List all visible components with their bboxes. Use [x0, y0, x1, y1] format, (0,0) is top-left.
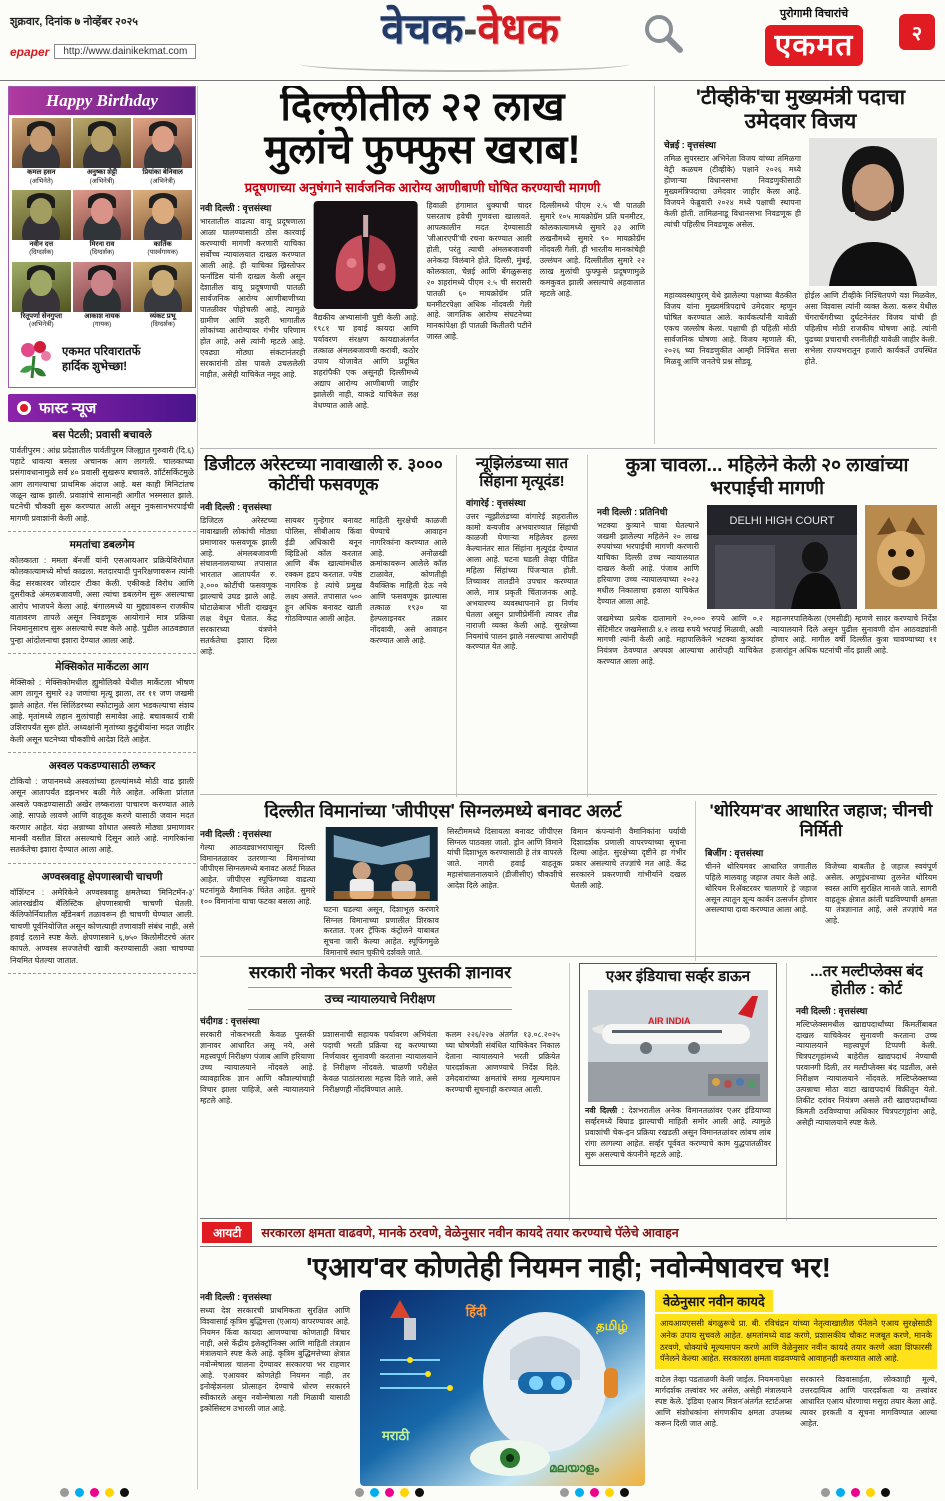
band-b — [200, 448, 937, 797]
tvk-bottom-cols — [664, 291, 937, 367]
wish-line2: हार्दिक शुभेच्छा! — [62, 360, 128, 373]
celebrity-role: (अभिनेत्री) — [150, 177, 176, 185]
celebrity-role: (दिग्दर्शक) — [29, 249, 54, 257]
section-title-right: वेधक — [477, 5, 559, 52]
celebrity-name: अनुष्का शेट्टी — [86, 169, 118, 176]
gps-byline: नवी दिल्ली : वृत्तसंस्था — [200, 828, 272, 839]
vijay-photo — [809, 138, 937, 286]
band-ai — [200, 1218, 937, 1486]
fast-news-item — [8, 654, 196, 753]
dog-bottom-cols — [597, 614, 937, 669]
ai-illustration — [360, 1290, 645, 1486]
article-lions — [456, 455, 587, 797]
article-govt-jobs — [200, 963, 569, 1221]
tvk-headline: 'टीव्हीके'चा मुख्यमंत्री पदाचा उमेदवार विजय — [695, 86, 906, 134]
masthead-block — [739, 6, 889, 64]
air-india-plane-photo — [585, 990, 771, 1102]
article-dog-bite — [587, 455, 937, 797]
cockpit-photo — [324, 827, 440, 901]
thorium-col1: चीनने थोरियमवर आधारित जगातील पहिले मालवाहू जहाज तयार केले आहे. थोरियम रिअ‍ॅक्टरवर चालणारे हे जहाज असून त्यातून शून्य कार्बन उत्सर्जन होणार असल्याचा दावा करण्यात आला आहे. — [705, 861, 817, 915]
wish-line1: एकमत परिवारातर्फे — [62, 346, 141, 359]
registration-marks — [60, 1488, 129, 1497]
lead-col1-text: भारतातील वाढत्या वायू प्रदूषणाला आळा घालण्यासाठी ठोस कारवाई करण्याची मागणी करणारी याचिका सर्वोच्च न्यायालयात दाखल करण्यात आली आहे. ही याचिका ख्रिस्तोफर फर्नांडिस यांनी दाखल केली असून देशातील वायू प्रदूषणाची पातळी सार्वजनिक आरोग्य आणीबाणीच्या पातळीवर पोहोचली आहे, त्यामुळे ग्रामीण आणि शहरी भागातील लोकांच्या आरोग्यावर गंभीर परिणाम होत आहे, असे त्यांनी म्हटले आहे. एवढ्या मोठ्या संकटानंतरही सरकारांनी ठोस पावले उचललेली नाहीत, असेही याचिकेत नमूद आहे. — [200, 217, 306, 380]
gps-col4: विमान कंपन्यांनी वैमानिकांना पर्यायी दिशादर्शक प्रणाली वापरण्याच्या सूचना दिल्या आहेत. सुरक्षेच्या दृष्टीने हा गंभीर प्रकार असल्याचे तज्ज्ञांचे मत आहे. केंद्र सरकारने प्रकरणाची गांभीर्याने दखल घेतली आहे. — [570, 826, 686, 891]
celebrity-role: (दिग्दर्शक) — [89, 249, 115, 257]
dog-top — [597, 505, 937, 609]
lead-col2-text: वैद्यकीय अभ्यासांनी पुष्टी केली आहे. १९८१ चा हवाई कायदा आणि पर्यावरण संरक्षण कायद्याअंतर्गत तत्काळ अंमलबजावणी करावी, कठोर उपाय योजावेत आणि प्रदूषित शहरांपैकी एक असूनही दिल्लीमध्ये अद्याप आरोग्य आणीबाणी जाहीर झालेली नाही, याकडे याचिकेत लक्ष वेधण्यात आले आहे. — [313, 313, 419, 410]
birthday-photo-grid — [9, 115, 195, 335]
celebrity-photo — [133, 262, 192, 312]
sidebar — [8, 86, 196, 1485]
thorium-byline: बिजींग : वृत्तसंस्था — [705, 847, 764, 858]
birthday-cell — [133, 118, 192, 188]
lions-byline: वांगारेई : वृत्तसंस्था — [466, 497, 526, 508]
lead-columns — [200, 201, 645, 411]
multiplex-byline: नवी दिल्ली : वृत्तसंस्था — [796, 1005, 868, 1016]
digital-col3: माहिती सुरक्षेची काळजी घेण्याचे आवाहन नागरिकांना करण्यात आले आहे. अनोळखी क्रमांकावरून आलेले कॉल टाळावेत, कोणतीही वैयक्तिक माहिती देऊ नये आणि फसवणूक झाल्यास तत्काळ १९३० या हेल्पलाइनवर तक्रार नोंदवावी, असे आवाहन करण्यात आले आहे. — [370, 515, 447, 645]
ai-kicker-text: सरकारला क्षमता वाढवणे, मानके ठरवणे, वेळेनुसार नवीन कायदे तयार करण्याचे पॅलेचे आवाहन — [261, 1226, 679, 1240]
dog-byline: नवी दिल्ली : प्रतिनिधी — [597, 506, 668, 517]
celebrity-photo — [12, 118, 71, 168]
section-title-sep: - — [463, 5, 478, 52]
gps-col2: घटना घडल्या असून, दिशाभूल करणारे सिग्नल विमानाच्या प्रणालीत शिरकाव करतात. एअर ट्रॅफिक कंट्रोलने याबाबत सूचना जारी केल्या आहेत. स्पूफिंगमुळे विमानाचे स्थान चुकीचे दर्शवले जाते. — [323, 904, 439, 958]
page-number: २ — [899, 14, 935, 50]
airindia-headline: एअर इंडियाचा सर्व्हर डाऊन — [605, 968, 751, 985]
article-tvk — [654, 86, 937, 444]
birthday-title: Happy Birthday — [9, 87, 195, 115]
fast-news-body: पार्वतीपुरम : आंध्र प्रदेशातील पार्वतीपुरम जिल्ह्यात गुरुवारी (दि.६) पहाटे धावत्या बसला अचानक आग लागली. चालकाच्या प्रसंगावधानामुळे सर्व ४० प्रवासी सुखरूप बचावले. शॉर्टसर्किटमुळे आग लागल्याचा प्राथमिक अंदाज आहे. बस काही मिनिटांतच जळून खाक झाली. प्रवाशांचे सामानही आगीत भस्मसात झाले. घटनेची चौकशी सुरू करण्यात आली असून नुकसानभरपाईची मागणी प्रवाशांनी केली आहे. — [10, 445, 194, 523]
epaper-label: epaper — [10, 44, 50, 59]
ai-kicker-label: आयटी — [202, 1222, 252, 1243]
lead-headline-line2: मुलांचे फुफ्फुस खराब! — [264, 128, 581, 173]
digital-col2: सायबर गुन्हेगार बनावट पोलिस, सीबीआय किंवा ईडी अधिकारी बनून व्हिडिओ कॉल करतात आणि बँक खात्यांमधील रक्कम हडप करतात. ज्येष्ठ नागरिक हे त्यांचे प्रमुख लक्ष्य असते. तपासात ५०० हून अधिक बनावट खाती गोठविण्यात आली आहेत. — [285, 515, 362, 623]
gps-col1-wrap — [200, 827, 316, 960]
band-lead — [200, 86, 937, 444]
title-underline — [300, 56, 630, 72]
celebrity-photo — [133, 118, 192, 168]
celebrity-role: (दिग्दर्शक) — [150, 321, 175, 329]
thorium-col2: विजेच्या बाबतीत हे जहाज स्वयंपूर्ण असेल. अणुइंधनाच्या तुलनेत थोरियम स्वस्त आणि सुरक्षित मानले जाते. सागरी वाहतूक क्षेत्रात क्रांती घडविण्याची क्षमता या तंत्रज्ञानात आहे, असे तज्ज्ञांचे मत आहे. — [825, 861, 937, 926]
digital-headline: डिजीटल अरेस्टच्या नावाखाली रु. ३००० कोटींची फसवणूक — [204, 455, 443, 495]
fast-news-body: कोलकाता : ममता बॅनर्जी यांनी एसआयआर प्रक्रियेविरोधात कोलकात्यामध्ये मोर्चा काढला. मतदारयादी पुनरिक्षणावरून त्यांनी केंद्र सरकारवर जोरदार टीका केली. एकीकडे विरोध आणि दुसरीकडे अंमलबजावणी, असा त्यांचा डबलगेम सुरू असल्याचा आरोप भाजपने केला आहे. बंगालमध्ये या मुद्द्यावरून राजकीय वातावरण तापले असून निवडणूक आयोगाने मात्र प्रक्रिया नियमानुसारच सुरू असल्याचे स्पष्ट केले आहे. पुढील आठवड्यात पुन्हा आंदोलनाचा इशारा देण्यात आला आहे. — [10, 556, 194, 645]
registration-marks — [355, 1488, 424, 1497]
sidebar-divider — [197, 86, 198, 1489]
page-header — [0, 0, 945, 81]
birthday-cell — [12, 262, 71, 332]
celebrity-role: (अभिनेत्री) — [28, 321, 54, 329]
celebrity-name: कार्तिक — [153, 240, 172, 248]
fast-news-title: फास्ट न्यूज — [39, 399, 97, 417]
article-lead — [200, 86, 654, 444]
celebrity-name: रितूपर्णा सेनगुप्ता — [20, 312, 62, 320]
gps-col2-wrap — [324, 827, 440, 960]
dog-photo — [865, 505, 937, 609]
fast-news-body: मेक्सिको : मेक्सिकोमधील ह्युमोलिको येथील मार्केटला भीषण आग लागून सुमारे २३ जणांचा मृत्यू झाला, तर ११ जण जखमी झाले आहेत. गॅस सिलिंडरच्या स्फोटामुळे आग भडकल्याचा संशय आहे. मृतांमध्ये लहान मुलांचाही समावेश आहे. बचावकार्य रात्री उशिरापर्यंत सुरू होते. अध्यक्षांनी मृतांच्या कुटुंबीयांना मदत जाहीर केली असून घटनेच्या चौकशीचे आदेश दिले आहेत. — [10, 677, 194, 744]
masthead-tagline: पुरोगामी विचारांचे — [779, 8, 849, 20]
celebrity-name: व्यंकट प्रभू — [149, 312, 176, 320]
epaper-link[interactable]: http://www.dainikekmat.com — [54, 44, 196, 59]
jobs-subhead: उच्च न्यायालयाचे निरीक्षण — [248, 987, 512, 1010]
celebrity-role: (अभिनेते) — [29, 177, 53, 185]
fast-news-body: वॉशिंग्टन : अमेरिकेने अण्वस्त्रवाहू क्षमतेच्या 'मिनिटमॅन-३' आंतरखंडीय बॅलिस्टिक क्षेपणास्त्राची चाचणी घेतली. कॅलिफोर्नियातील व्हँडेनबर्ग तळावरून ही चाचणी घेण्यात आली. चाचणी पूर्वनियोजित असून कोणत्याही तणावाशी संबंध नाही, असे हवाई दलाने स्पष्ट केले. क्षेपणास्त्राने ६,७५० किलोमीटरचे अंतर कापले. अण्वस्त्र सज्जतेची खात्री करण्यासाठी अशा चाचण्या नियमित घेतल्या जातात. — [10, 887, 194, 965]
birthday-cell — [73, 190, 132, 260]
dog-col3: महानगरपालिकेला (एमसीडी) म्हणणे सादर करण्याचे निर्देश न्यायालयाने दिले असून पुढील सुनावणी दोन आठवड्यांनी होणार आहे. मागील वर्षी दिल्लीत कुत्रा चावण्याच्या ११ हजारांहून अधिक घटनांची नोंद झाली आहे. — [771, 613, 937, 656]
multiplex-body: मल्टिप्लेक्समधील खाद्यपदार्थांच्या किमतींबाबत दाखल याचिकेवर सुनावणी करताना उच्च न्यायालयाने महत्त्वपूर्ण टिप्पणी केली. चित्रपटगृहांमध्ये बाहेरील खाद्यपदार्थ नेण्याची परवानगी दिली, तर मल्टीप्लेक्स बंद पडतील, असे निरीक्षण न्यायालयाने नोंदवले. मल्टिप्लेक्सच्या उत्पन्नाचा मोठा वाटा खाद्यपदार्थ विक्रीतून येतो. तिकीट दरांवर नियंत्रण असले तरी खाद्यपदार्थांच्या किमती ठरविण्याचा अधिकार चित्रपटगृहांना आहे, असेही न्यायालयाने स्पष्ट केले. — [796, 1019, 937, 1127]
dog-headline: कुत्रा चावला... महिलेने केली २० लाखांच्या भरपाईची मागणी — [625, 455, 909, 499]
fast-news-headline: ममतांचा डबलगेम — [69, 539, 135, 552]
dog-col1-wrap — [597, 505, 699, 609]
lead-headline — [200, 86, 645, 172]
dog-col2: जखमेच्या प्रत्येक दातामागे २०,००० रुपये आणि ०.२ सेंटिमीटर जखमेसाठी ४.२ लाख रुपये भरपाई मिळावी, अशी मागणी त्यांनी केली आहे. महापालिकेने भटक्या कुत्र्यांवर नियंत्रण ठेवण्यात अपयश आल्याचा आरोपही याचिकेत करण्यात आला आहे. — [597, 613, 763, 667]
lead-col1 — [200, 201, 305, 411]
lead-col4-text: दिल्लीमध्ये पीएम २.५ ची पातळी सुमारे १०५ मायक्रोग्रॅम प्रति घनमीटर, कोलकात्यामध्ये सुमारे ३३ आणि लखनौमध्ये सुमारे ९० मायक्रोग्रॅम नोंदवली गेली. ही भारतीय मानकांचेही उल्लंघन आहे. दिल्लीतील सुमारे २२ लाख मुलांची फुफ्फुसे प्रदूषणामुळे कमकुवत झाली असल्याचे अहवालात म्हटले आहे. — [539, 201, 645, 298]
celebrity-photo — [133, 190, 192, 240]
fast-news-headline: बस पेटली; प्रवासी बचावले — [52, 428, 152, 441]
fast-news-header — [8, 394, 196, 422]
tvk-col3-text: होईल आणि टीव्हीके निश्चितपणे यश मिळवेल, असा विश्वास त्यांनी व्यक्त केला. करूर येथील चेंगराचेंगरीच्या दुर्घटनेनंतर विजय यांची ही पहिलीच मोठी राजकीय घोषणा आहे. त्यांनी पुढच्या प्रचाराची रणनीतीही यावेळी जाहीर केली. सभेला राज्यभरातून हजारो कार्यकर्ते उपस्थित होते. — [804, 291, 937, 366]
fast-news-body: टोकियो : जपानमध्ये अस्वलांच्या हल्ल्यांमध्ये मोठी वाढ झाली असून आतापर्यंत डझनभर बळी गेले आहेत. अकिता प्रांतात अस्वले पकडण्यासाठी अखेर लष्कराला पाचारण करण्यात आले आहे. सापळे लावणे आणि वाहतूक करणे यासाठी जवान मदत करणार आहेत. यंदा अन्नाच्या शोधात अस्वले मोठ्या प्रमाणावर मानवी वस्तीत शिरत असल्याचे दिसून आले आहे. नागरिकांना सतर्कतेचा इशारा देण्यात आला आहे. — [10, 777, 194, 855]
lang-label-hindi: हिंदी — [465, 1303, 487, 1319]
birthday-cell — [73, 118, 132, 188]
news-bullet-icon — [16, 400, 32, 416]
celebrity-role: (अभिनेत्री) — [89, 177, 115, 185]
celebrity-role: (गायक) — [92, 321, 112, 329]
fast-news-item — [8, 422, 196, 533]
fast-news-item — [8, 864, 196, 975]
tvk-intro-col — [664, 138, 801, 286]
ai-rcol1: वाटेल तेव्हा पडताळणी केली जाईल. नियमनापेक्षा मार्गदर्शक तत्त्वांवर भर असेल, असेही मंत्रालयाने स्पष्ट केले. 'इंडिया एआय मिशन'अंतर्गत स्टार्टअप्स आणि संशोधकांना संगणकीय क्षमता उपलब्ध करून दिली जात आहे. — [655, 1375, 792, 1428]
ai-left-text: सध्या देश सरकारची प्राथमिकता सुरक्षित आणि विश्वासार्ह कृत्रिम बुद्धिमत्ता (एआय) वापरण्यावर आहे. नियमन किंवा कायदा आणण्याचा कोणताही विचार नाही, असे केंद्रीय इलेक्ट्रॉनिक्स आणि माहिती तंत्रज्ञान मंत्रालयाने स्पष्ट केले आहे. कृत्रिम बुद्धिमत्तेच्या क्षेत्रात नवोन्मेषाला चालना देण्यावर सरकारचा भर राहणार आहे. एआयवर कोणतेही नियमन नाही, तर इनोव्हेशनला प्रोत्साहन देण्याचे धोरण सरकारने स्वीकारले असून नवोन्मेषाला गती मिळावी यासाठी इकोसिस्टम उभारली जात आहे. — [200, 1305, 350, 1413]
magnifier-icon — [640, 10, 686, 61]
birthday-cell — [73, 262, 132, 332]
airindia-byline: नवी दिल्ली : — [585, 1106, 625, 1116]
lungs-photo — [313, 201, 418, 309]
tvk-intro-text: तमिळ सुपरस्टार अभिनेता विजय यांच्या तमिळगा वेट्री कळघम (टीव्हीके) पक्षाने २०२६ मध्ये होणाऱ्या विधानसभा निवडणुकीसाठी मुख्यमंत्रिपदाचा उमेदवार जाहीर केला आहे. विजयने फेब्रुवारी २०२४ मध्ये पक्षाची स्थापना केली होती. तामिळनाडू विधानसभा निवडणूक ही त्यांची पहिलीच निवडणूक असेल. — [664, 154, 801, 229]
registration-marks — [821, 1488, 890, 1497]
ai-yellow-box-title: वेळेनुसार नवीन कायदे — [655, 1290, 773, 1312]
birthday-wish — [9, 335, 195, 387]
section-title-left: वेचक — [381, 5, 464, 52]
registration-marks — [560, 1488, 629, 1497]
multiplex-headline: ...तर मल्टीप्लेक्स बंद होतील : कोर्ट — [810, 963, 923, 999]
section-title — [260, 5, 680, 52]
gps-headline: दिल्लीत विमानांच्या 'जीपीएस' सिग्नलमध्ये बनावट अलर्ट — [264, 801, 622, 821]
ai-kicker — [200, 1218, 937, 1247]
fast-news-headline: अस्वल पकडण्यासाठी लष्कर — [48, 760, 156, 773]
tvk-byline: चेन्नई : वृत्तसंस्था — [664, 140, 716, 151]
celebrity-photo — [12, 262, 71, 312]
lead-col2 — [313, 201, 418, 411]
article-gps — [200, 801, 695, 961]
lions-headline: न्यूझिलंडच्या सात सिंहाना मृत्यूदंड! — [475, 455, 569, 491]
epaper-row — [10, 44, 196, 59]
birthday-cell — [12, 118, 71, 188]
thorium-headline: 'थोरियम'वर आधारित जहाज; चीनची निर्मिती — [709, 801, 933, 841]
jobs-col3: कलम २२६/२२७ अंतर्गत १३.०८.२०२५ च्या घोषणेशी संबंधित याचिकेवर निकाल देताना न्यायालयाने भरती प्रक्रियेत पारदर्शकता आणण्याचे निर्देश दिले. उमेदवारांच्या क्षमतांचे समग्र मूल्यमापन करण्याची सूचनाही करण्यात आली. — [445, 1030, 560, 1094]
flower-icon — [14, 338, 56, 382]
celebrity-photo — [73, 190, 132, 240]
ai-yellow-box-text: आयआयएससी बंगळुरूचे प्रा. बी. रविचंद्रन यांच्या नेतृत्वाखालील पॅनेलने एआय सुरक्षेसाठी अनेक उपाय सुचवले आहेत. क्षमतांमध्ये वाढ करणे, प्रशासकीय चौकट मजबूत करणे, मानके ठरवणे, धोक्यांचे मूल्यमापन करणे आणि वेळेनुसार नवीन कायदे तयार करणे अशा शिफारसी पॅनेलने केल्या आहेत. सरकारला क्षमता वाढवण्याचे आवाहनही करण्यात आले आहे. — [655, 1314, 937, 1370]
plane-livery-text: AIR INDIA — [648, 1016, 691, 1027]
band-c — [200, 794, 937, 961]
ai-left-col — [200, 1290, 350, 1486]
fast-news-headline: अण्वस्त्रवाहू क्षेपणास्त्राची चाचणी — [41, 870, 163, 883]
gps-col1: गेल्या आठवड्याभरापासून दिल्ली विमानतळावर उतरणाऱ्या विमानांच्या जीपीएस सिग्नलमध्ये बनावट अलर्ट मिळत आहेत. जीपीएस स्पूफिंगच्या वाढत्या घटनांमुळे वैमानिक चिंतेत आहेत. सुमारे १०० विमानांना याचा फटका बसला आहे. — [200, 842, 316, 907]
article-multiplex — [786, 963, 937, 1221]
birthday-cell — [12, 190, 71, 260]
celebrity-photo — [73, 118, 132, 168]
dog-col1: भटक्या कुत्र्याने चावा घेतल्याने जखमी झालेल्या महिलेने २० लाख रुपयांच्या भरपाईची मागणी करणारी याचिका दिल्ली उच्च न्यायालयात दाखल केली आहे. पंजाब आणि हरियाणा उच्च न्यायालयाच्या २०२३ मधील निकालाचा हवाला याचिकेत देण्यात आला आहे. — [597, 520, 699, 606]
celebrity-role: (पार्श्वगायक) — [147, 249, 178, 257]
airindia-body: देशभरातील अनेक विमानतळांवर एअर इंडियाच्या सर्व्हरमध्ये बिघाड झाल्याची माहिती समोर आली आहे. त्यामुळे प्रवाशांची चेक-इन प्रक्रिया रखडली असून विमानतळांवर लांबच लांब रांगा लागल्या आहेत. सर्व्हर पूर्ववत करण्याचे काम युद्धपातळीवर सुरू असल्याचे कंपनीने म्हटले आहे. — [585, 1106, 771, 1159]
tvk-top — [664, 138, 937, 286]
lead-col3-text: हिवाळी हंगामात धुक्याची चादर पसरताच हवेची गुणवत्ता खालावते. आपत्कालीन मदत देण्यासाठी 'जीआरएपी'ची रचना करण्यात आली होती, परंतु त्याची अंमलबजावणी अनेकदा विलंबाने होते. दिल्ली, मुंबई, कोलकाता, चेन्नई आणि बेंगळुरूसह २० शहरांमध्ये पीएम २.५ ची सरासरी पातळी ६० मायक्रोग्रॅम प्रति घनमीटरपेक्षा अधिक नोंदवली गेली आहे. जागतिक आरोग्य संघटनेच्या मानकांपेक्षा ही पातळी कितीतरी पटीने जास्त आहे. — [426, 201, 532, 342]
celebrity-name: आकाश नायक — [84, 312, 120, 320]
celebrity-name: कमल हसन — [27, 169, 56, 176]
dateline: शुक्रवार, दिनांक ७ नोव्हेंबर २०२५ — [10, 16, 139, 28]
jobs-col1: सरकारी नोकरभरती केवळ पुस्तकी ज्ञानावर आधारित असू नये, असे महत्त्वपूर्ण निरीक्षण पंजाब आणि हरियाणा उच्च न्यायालयाने नोंदवले आहे. व्यावहारिक ज्ञान आणि कौशल्यांचाही विचार झाला पाहिजे, असे न्यायालयाने म्हटले आहे. — [200, 1030, 315, 1105]
celebrity-name: नवीन दत्त — [29, 240, 54, 248]
article-air-india — [569, 963, 786, 1221]
ai-right-col — [655, 1290, 937, 1486]
jobs-byline: चंदीगड : वृत्तसंस्था — [200, 1016, 260, 1027]
gps-col3: सिस्टीममध्ये दिसायला बनावट जीपीएस सिग्नल पाठवला जातो. ड्रोन आणि विमाने यांची दिशाभूल करण्यासाठी हे तंत्र वापरले जाते. नागरी हवाई वाहतूक महासंचालनालयाने (डीजीसीए) चौकशीचे आदेश दिले आहेत. — [447, 826, 563, 891]
jobs-headline: सरकारी नोकर भरती केवळ पुस्तकी ज्ञानावर — [248, 963, 512, 982]
article-thorium — [695, 801, 937, 961]
fast-news-item — [8, 753, 196, 864]
high-court-photo — [707, 505, 857, 609]
tvk-col2-text: महाव्यवस्थापुरम् येथे झालेल्या पक्षाच्या बैठकीत विजय यांना मुख्यमंत्रिपदाचे उमेदवार म्हणून घोषित करण्यात आले. कार्यकर्त्यांनी यावेळी एकच जल्लोष केला. पक्षाची ही पहिली मोठी सार्वजनिक घोषणा आहे. विजय म्हणाले की, २०२६ च्या निवडणुकीत आम्ही निश्चित सत्ता मिळवू आणि जनतेचे प्रश्न सोडवू. — [664, 291, 797, 366]
lang-label-tamil: தமிழ் — [596, 1317, 628, 1333]
celebrity-photo — [12, 190, 71, 240]
celebrity-name: प्रियांका बेनिवाल — [142, 169, 183, 176]
digital-byline: नवी दिल्ली : वृत्तसंस्था — [200, 501, 272, 512]
lead-byline: नवी दिल्ली : वृत्तसंस्था — [200, 203, 272, 214]
ai-content — [200, 1290, 937, 1486]
court-sign-text: DELHI HIGH COURT — [729, 514, 835, 527]
lead-headline-line1: दिल्लीतील २२ लाख — [280, 86, 565, 129]
lead-subhead: प्रदूषणाच्या अनुषंगाने सार्वजनिक आरोग्य आणीबाणी घोषित करण्याची मागणी — [244, 180, 601, 196]
jobs-col2: प्रशासनाची सहायक पर्यावरण अभियंता पदाची भरती प्रक्रिया रद्द करण्याच्या निर्णयावर सुनावणी करताना न्यायालयाने हे निरीक्षण नोंदवले. चाळणी परीक्षेत केवळ पाठांतराला महत्त्व दिले जाते, असे निरीक्षणही नोंदविण्यात आले. — [322, 1030, 438, 1094]
lang-label-malayalam: മലയാളം — [549, 1460, 599, 1475]
masthead-name: एकमत — [765, 25, 864, 66]
birthday-box — [8, 86, 196, 388]
celebrity-photo — [73, 262, 132, 312]
lead-col3 — [427, 201, 532, 411]
fast-news-headline: मेक्सिकोत मार्केटला आग — [55, 660, 149, 673]
ai-rcol2: सरकारने विश्वासार्हता, लोकशाही मूल्ये, उत्तरदायित्व आणि पारदर्शकता या तत्त्वांवर आधारित एआय धोरणाचा मसुदा तयार केला आहे. त्यावर हरकती व सूचना मागविण्यात आल्या आहेत. — [800, 1375, 937, 1428]
birthday-cell — [133, 190, 192, 260]
article-digital-arrest — [200, 455, 456, 797]
lions-body: उत्तर न्यूझीलंडच्या वांगारेई शहरातील कामो वन्यजीव अभयारण्यात सिंहांची काळजी घेणाऱ्या महिलेवर हल्ला केल्यानंतर सात सिंहांना मृत्यूदंड देण्यात आला आहे. घटना घडली तेव्हा पीडित महिला सिंहांच्या पिंजऱ्यात होती. तिच्यावर तातडीने उपचार करण्यात आले, मात्र प्रकृती चिंताजनक आहे. अभयारण्य व्यवस्थापनाने हा निर्णय घेतला असून प्राणीप्रेमींनी त्यावर तीव्र नाराजी व्यक्त केली आहे. सुरक्षेच्या नियमांचे पालन झाले नसल्याचा आरोपही करण्यात येत आहे. — [466, 511, 578, 652]
band-d — [200, 956, 937, 1221]
ai-byline: नवी दिल्ली : वृत्तसंस्था — [200, 1291, 272, 1302]
lang-label-marathi: मराठी — [382, 1427, 410, 1443]
celebrity-name: मिरना राव — [89, 240, 115, 248]
birthday-cell — [133, 262, 192, 332]
lead-col4 — [540, 201, 645, 411]
digital-col1: डिजिटल अरेस्टच्या नावाखाली लोकांची मोठ्या प्रमाणावर फसवणूक झाली आहे. अंमलबजावणी संचालनालयाच्या तपासात भारतात आतापर्यंत रु. ३,००० कोटींची फसवणूक झाल्याचे उघड झाले आहे. घोटाळेबाज भीती दाखवून लक्ष वेधून घेतात. केंद्र सरकारच्या यंत्रणेने सतर्कतेचा इशारा दिला आहे. — [200, 515, 277, 656]
wish-text — [62, 345, 141, 374]
fast-news-item — [8, 532, 196, 654]
ai-headline: 'एआय'वर कोणतेही नियमन नाही; नवोन्मेषावरच भर! — [306, 1252, 831, 1283]
